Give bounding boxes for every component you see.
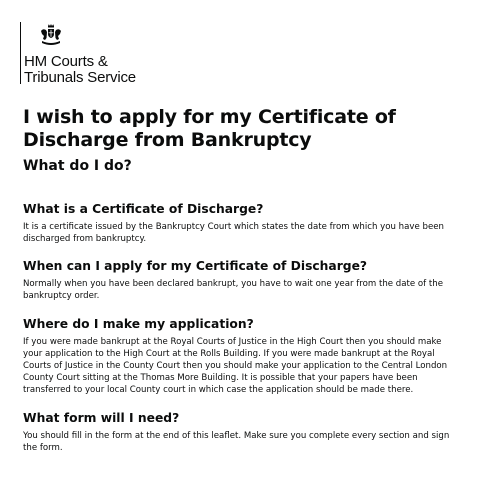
section-body: It is a certificate issued by the Bankruptcy Court which states the date from which you have been discharged from bankruptcy. [23,222,444,244]
royal-coat-of-arms-icon [38,22,64,48]
section-heading: When can I apply for my Certificate of Discharge? [23,259,368,273]
organisation-name [24,54,184,86]
section-when-can-i-apply [23,258,455,302]
section-what-form [23,410,455,454]
org-name-line-1: HM Courts & [24,53,108,70]
section-where-to-apply [23,316,455,396]
section-body: Normally when you have been declared bankrupt, you have to wait one year from the date of the bankruptcy order. [23,279,444,301]
section-heading: What form will I need? [23,411,180,425]
org-name-line-2: Tribunals Service [24,69,136,86]
document-body [23,106,455,454]
section-heading: What is a Certificate of Discharge? [23,202,264,216]
section-body: You should fill in the form at the end of this leaflet. Make sure you complete every section and sign the form. [23,431,450,453]
section-body: If you were made bankrupt at the Royal Courts of Justice in the High Court then you should make your application to the High Court at the Rolls Building. If you were made bankrupt at the Royal Courts of Justice in the County Court then you should make your application to the Central London County Court sitting at the Thomas More Building. It is possible that your papers have been transferred to your local County court in which case the application should be made there. [23,337,448,395]
section-what-is-certificate [23,201,455,245]
logo-divider [20,22,21,84]
page-title: I wish to apply for my Certificate of Discharge from Bankruptcy [23,106,396,151]
section-heading: Where do I make my application? [23,317,254,331]
page-subtitle: What do I do? [23,158,132,174]
